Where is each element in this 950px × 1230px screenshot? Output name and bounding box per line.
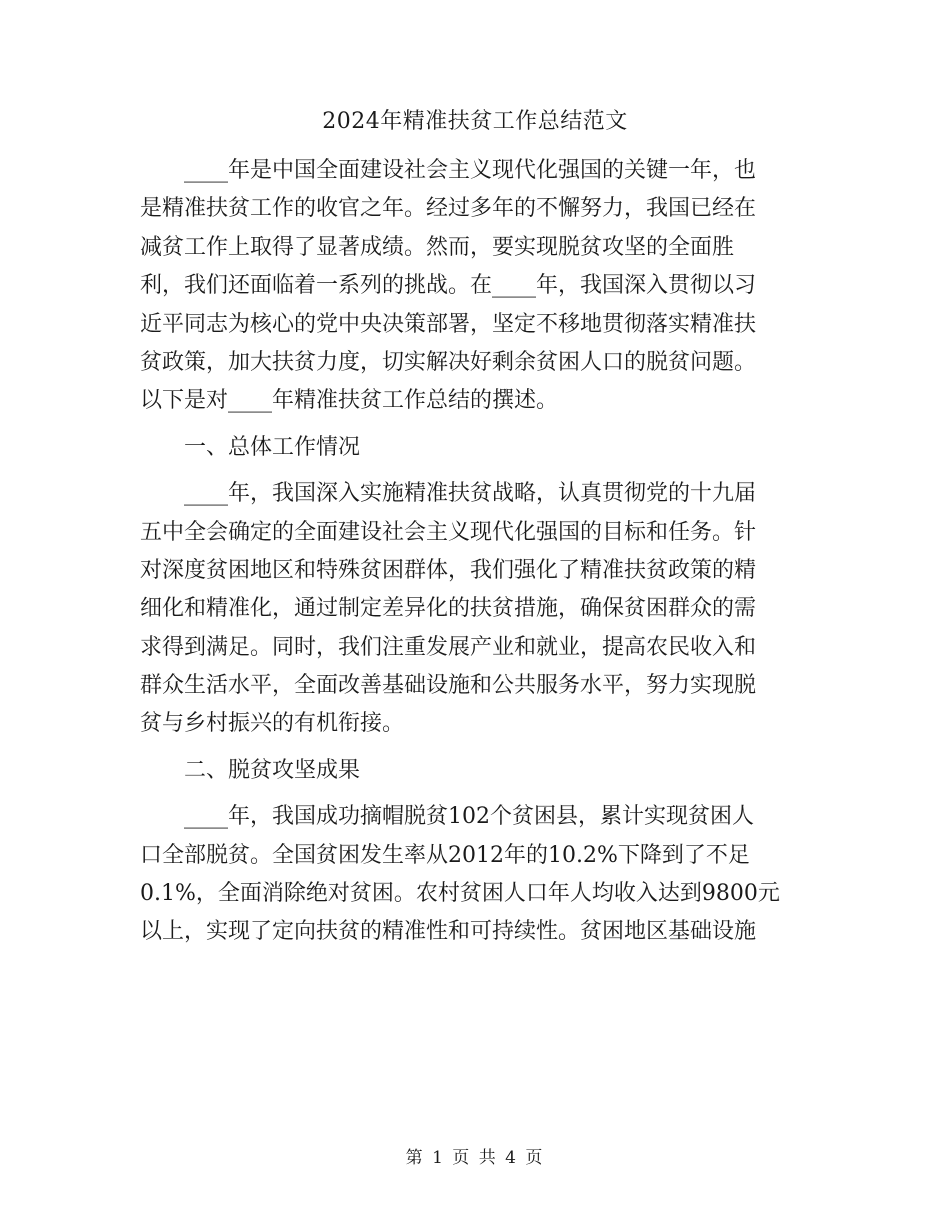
section-heading: 一、总体工作情况 [140,434,361,460]
body-line: 对深度贫困地区和特殊贫困群体，我们强化了精准扶贫政策的精 [140,557,757,583]
body-line: 细化和精准化，通过制定差异化的扶贫措施，确保贫困群众的需 [140,596,757,622]
body-line: 贫政策，加大扶贫力度，切实解决好剩余贫困人口的脱贫问题。 [140,349,757,375]
spacer [140,467,812,475]
body-line: ____年，我国成功摘帽脱贫102个贫困县，累计实现贫困人 [140,804,754,830]
body-line: 利，我们还面临着一系列的挑战。在____年，我国深入贯彻以习 [140,273,757,299]
body-line: 以上，实现了定向扶贫的精准性和可持续性。贫困地区基础设施 [140,919,757,945]
body-line: ____年，我国深入实施精准扶贫战略，认真贯彻党的十九届 [140,481,757,507]
body-line: ____年是中国全面建设社会主义现代化强国的关键一年，也 [140,158,757,183]
body-line: 以下是对____年精准扶贫工作总结的撰述。 [140,388,559,414]
spacer [140,744,812,752]
body-line: 口全部脱贫。全国贫困发生率从2012年的10.2%下降到了不足 [140,842,750,868]
body-line: 五中全会确定的全面建设社会主义现代化强国的目标和任务。针 [140,519,757,545]
document-title: 2024年精准扶贫工作总结范文 [322,109,628,134]
spacer [140,790,812,798]
body-line: 是精准扶贫工作的收官之年。经过多年的不懈努力，我国已经在 [140,196,757,222]
body-line: 贫与乡村振兴的有机衔接。 [140,711,405,737]
body-line: 近平同志为核心的党中央决策部署，坚定不移地贯彻落实精准扶 [140,311,757,337]
body-line: 减贫工作上取得了显著成绩。然而，要实现脱贫攻坚的全面胜 [140,234,735,260]
body-line: 0.1%，全面消除绝对贫困。农村贫困人口年人均收入达到9800元 [140,881,780,907]
section-heading: 二、脱贫攻坚成果 [140,757,361,783]
spacer [140,421,812,429]
body-line: 求得到满足。同时，我们注重发展产业和就业，提高农民收入和 [140,634,757,660]
document-body [140,152,812,952]
page-number-footer: 第 1 页 共 4 页 [405,1148,545,1168]
body-line: 群众生活水平，全面改善基础设施和公共服务水平，努力实现脱 [140,673,757,699]
